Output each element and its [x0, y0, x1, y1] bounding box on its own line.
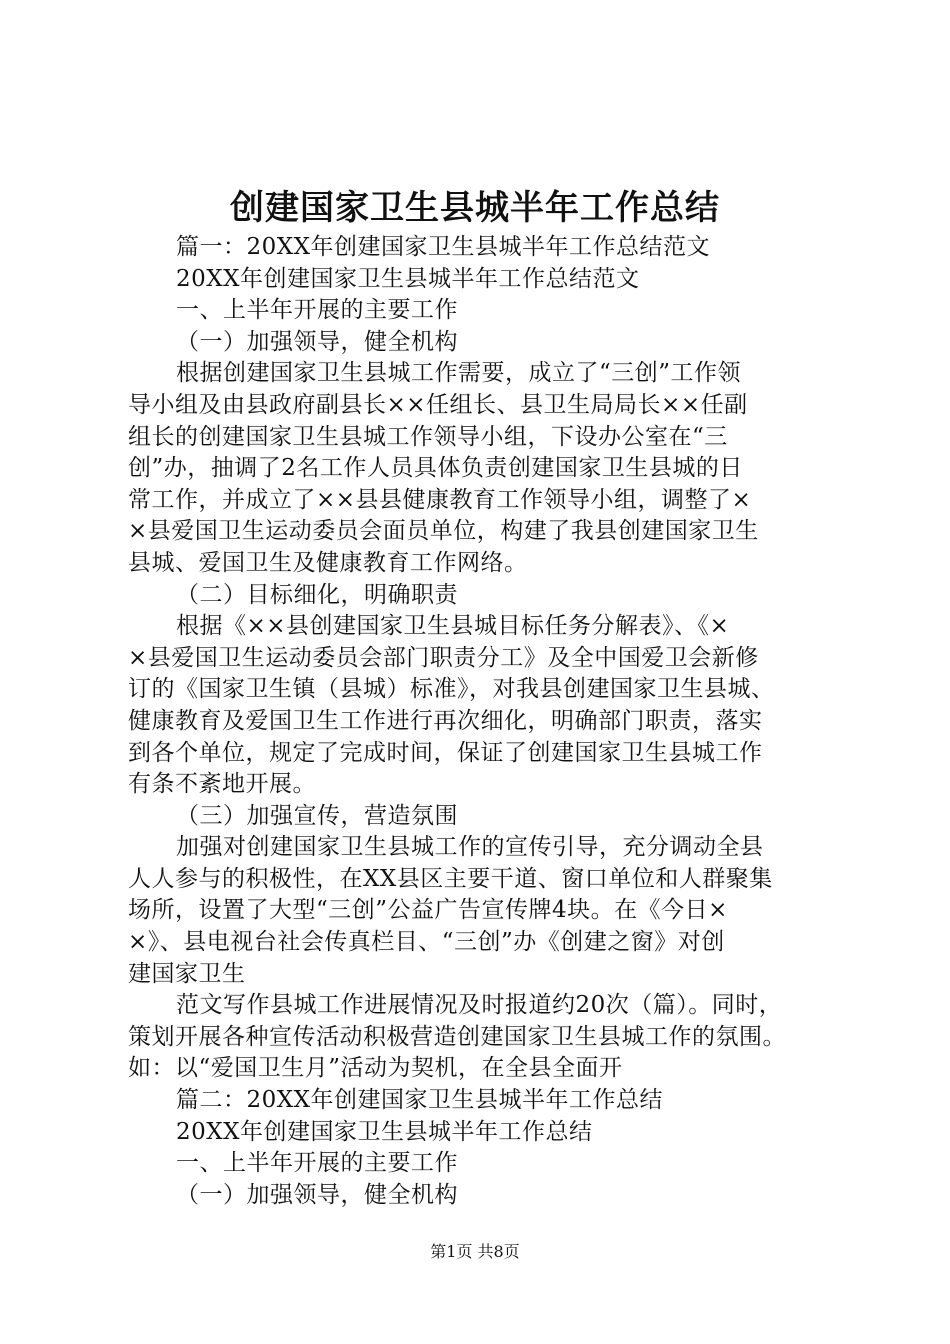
text-line: 根据《××县创建国家卫生县城目标任务分解表》、《×	[176, 613, 730, 640]
text-line: 20XX年创建国家卫生县城半年工作总结范文	[176, 265, 640, 292]
text-line: 订的《国家卫生镇（县城）标准》，对我县创建国家卫生县城、	[128, 676, 775, 703]
text-line: 加强对创建国家卫生县城工作的宣传引导，充分调动全县	[176, 834, 764, 861]
text-line: （三）加强宣传，营造氛围	[176, 802, 458, 829]
text-line: 导小组及由县政府副县长××任组长、县卫生局局长××任副	[128, 391, 748, 418]
text-line: ×县爱国卫生运动委员会部门职责分工》及全中国爱卫会新修	[128, 644, 759, 671]
text-line: 创”办，抽调了2名工作人员具体负责创建国家卫生县城的日	[128, 455, 743, 482]
text-line: 一、上半年开展的主要工作	[176, 1150, 458, 1177]
document-title: 创建国家卫生县城半年工作总结	[230, 188, 720, 228]
text-line: 20XX年创建国家卫生县城半年工作总结	[176, 1118, 593, 1145]
text-line: 组长的创建国家卫生县城工作领导小组，下设办公室在“三	[128, 423, 728, 450]
page-footer: 第1页 共8页	[430, 1242, 520, 1261]
text-line: 篇二：20XX年创建国家卫生县城半年工作总结	[176, 1087, 664, 1114]
text-line: 范文写作县城工作进展情况及时报道约20次（篇）。同时，	[176, 992, 783, 1019]
text-line: 有条不紊地开展。	[128, 771, 316, 798]
text-line: （一）加强领导，健全机构	[176, 328, 458, 355]
text-line: ×县爱国卫生运动委员会面员单位，构建了我县创建国家卫生	[128, 518, 759, 545]
text-line: 建国家卫生	[128, 960, 246, 987]
text-line: 根据创建国家卫生县城工作需要，成立了“三创”工作领	[176, 360, 742, 387]
text-line: （一）加强领导，健全机构	[176, 1181, 458, 1208]
text-line: 如：以“爱国卫生月”活动为契机，在全县全面开	[128, 1055, 623, 1082]
text-line: ×》、县电视台社会传真栏目、“三创”办《创建之窗》对创	[128, 929, 725, 956]
text-line: 一、上半年开展的主要工作	[176, 297, 458, 324]
text-line: 人人参与的积极性，在XX县区主要干道、窗口单位和人群聚集	[128, 865, 773, 892]
text-line: （二）目标细化，明确职责	[176, 581, 458, 608]
text-line: 县城、爱国卫生及健康教育工作网络。	[128, 549, 528, 576]
text-line: 健康教育及爱国卫生工作进行再次细化，明确部门职责，落实	[128, 707, 763, 734]
text-line: 篇一：20XX年创建国家卫生县城半年工作总结范文	[176, 234, 711, 260]
text-line: 到各个单位，规定了完成时间，保证了创建国家卫生县城工作	[128, 739, 763, 766]
text-line: 策划开展各种宣传活动积极营造创建国家卫生县城工作的氛围。	[128, 1023, 786, 1050]
text-line: 场所，设置了大型“三创”公益广告宣传牌4块。在《今日×	[128, 897, 728, 924]
text-line: 常工作，并成立了××县县健康教育工作领导小组，调整了×	[128, 486, 752, 513]
document-body	[128, 232, 846, 1211]
